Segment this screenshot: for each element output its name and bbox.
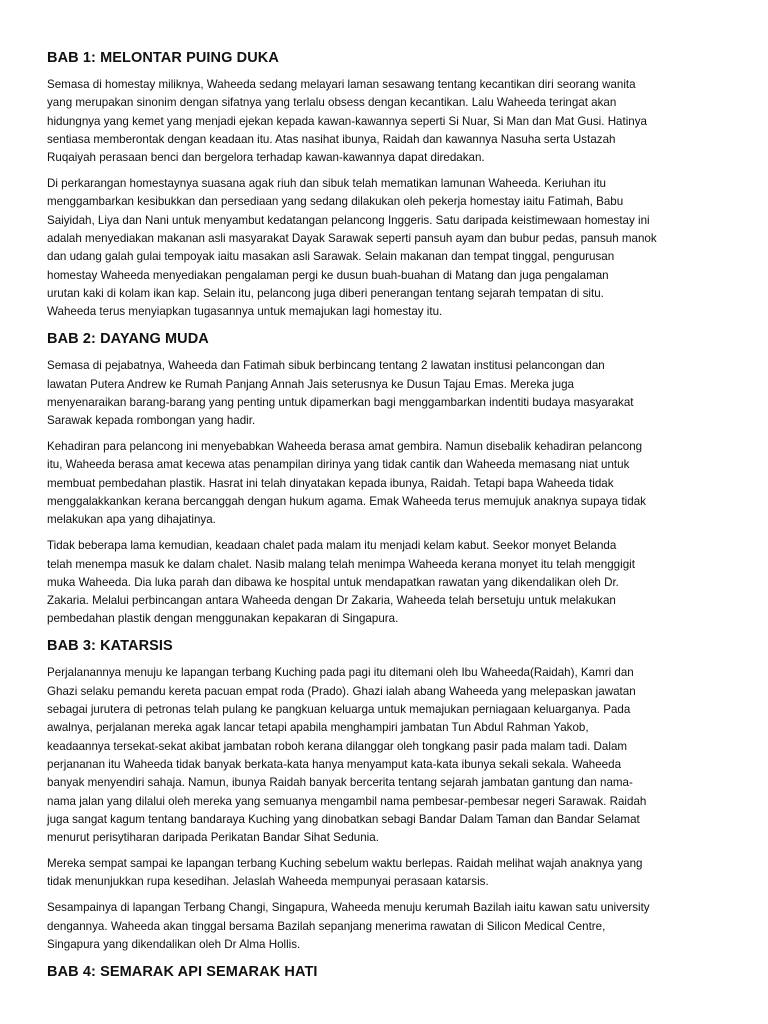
chapter-heading: BAB 4: SEMARAK API SEMARAK HATI <box>47 963 318 980</box>
text-line: Di perkarangan homestaynya suasana agak riuh dan sibuk telah mematikan lamunan Waheeda. Keriuhan itu <box>47 177 606 191</box>
paragraph <box>47 438 747 529</box>
text-line: Semasa di pejabatnya, Waheeda dan Fatimah sibuk berbincang tentang 2 lawatan institusi pelancongan dan <box>47 359 605 373</box>
text-line: nama jalan yang dilalui oleh mereka yang semuanya mengambil nama pembesar-pembesar negeri Sarawak. Raidah <box>47 794 647 808</box>
text-line: Mereka sempat sampai ke lapangan terbang Kuching sebelum waktu berlepas. Raidah melihat wajah anaknya yang <box>47 857 643 871</box>
text-line: melakukan apa yang dihajatinya. <box>47 513 216 527</box>
text-line: adalah menyediakan makanan asli masyarakat Dayak Sarawak seperti pansuh ayam dan bubur pedas, pansuh manok <box>47 232 657 246</box>
text-line: dan udang galah gulai tempoyak iaitu masakan asli Sarawak. Selain makanan dan tempat tinggal, pengurusan <box>47 250 615 264</box>
text-line: yang merupakan sinonim dengan sifatnya yang terlalu obsess dengan kecantikan. Lalu Waheeda teringat akan <box>47 96 617 110</box>
text-line: Tidak beberapa lama kemudian, keadaan chalet pada malam itu menjadi kelam kabut. Seekor monyet Belanda <box>47 539 617 553</box>
text-line: perjananan itu Waheeda tidak banyak berkata-kata hanya menyamput kata-kata ibunya sekali sekala. Waheeda <box>47 757 622 771</box>
chapter-heading: BAB 2: DAYANG MUDA <box>47 331 209 348</box>
text-line: homestay Waheeda menyediakan pengalaman pergi ke dusun buah-buahan di Matang dan juga pengalaman <box>47 268 609 282</box>
chapter-heading: BAB 1: MELONTAR PUING DUKA <box>47 50 279 66</box>
chapter-heading: BAB 3: KATARSIS <box>47 638 173 655</box>
text-line: Kehadiran para pelancong ini menyebabkan Waheeda berasa amat gembira. Namun disebalik kehadiran pelancong <box>47 440 643 454</box>
text-line: menyenaraikan barang-barang yang penting untuk dipamerkan bagi menggambarkan indentiti budaya masyarakat <box>47 395 634 409</box>
text-line: lawatan Putera Andrew ke Rumah Panjang Annah Jais seterusnya ke Dusun Tajau Emas. Mereka juga <box>47 377 574 391</box>
text-line: Sesampainya di lapangan Terbang Changi, Singapura, Waheeda menuju kerumah Bazilah iaitu kawan satu university <box>47 901 650 915</box>
text-line: hidungnya yang kemet yang menjadi ejekan kepada kawan-kawannya seperti Si Nuar, Si Man dan Mat Gusi. Hatinya <box>47 114 647 128</box>
text-line: membuat pembedahan plastik. Hasrat ini telah dinyatakan kepada ibunya, Raidah. Tetapi bapa Waheeda tidak <box>47 476 614 490</box>
text-line: Saiyidah, Liya dan Nani untuk menyambut kedatangan pelancong Inggeris. Satu daripada keistimewaan homestay ini <box>47 213 650 227</box>
text-line: Perjalanannya menuju ke lapangan terbang Kuching pada pagi itu ditemani oleh Ibu Waheeda(Raidah), Kamri dan <box>47 666 634 680</box>
paragraph <box>47 855 747 892</box>
text-line: Semasa di homestay miliknya, Waheeda sedang melayari laman sesawang tentang kecantikan diri seorang wanita <box>47 78 636 91</box>
text-line: menggalakkankan kerana bercanggah dengan hukum agama. Emak Waheeda terus memujuk anaknya supaya tidak <box>47 495 646 508</box>
text-line: menurut perisytiharan daripada Perikatan Bandar Sihat Sedunia. <box>47 831 379 845</box>
text-line: sentiasa memberontak dengan keadaan itu. Atas nasihat ibunya, Raidah dan kawannya Nasuha serta Ustazah <box>47 132 616 146</box>
text-line: Ghazi selaku pemandu kereta pacuan empat roda (Prado). Ghazi ialah abang Waheeda yang melepaskan jawatan <box>47 684 636 698</box>
paragraph <box>47 76 747 167</box>
text-line: sebagai jurutera di petronas telah pulang ke pangkuan keluarga untuk memajukan perniagaan keluarganya. Pada <box>47 703 631 717</box>
paragraph <box>47 899 747 954</box>
text-line: Ruqaiyah perasaan benci dan bergelora terhadap kawan-kawannya dapat diredakan. <box>47 151 485 165</box>
text-line: awalnya, perjalanan mereka agak lancar tetapi apabila menghampiri jambatan Tun Abdul Rahman Yakob, <box>47 721 589 735</box>
text-line: pembedahan plastik dengan menggunakan kepakaran di Singapura. <box>47 612 399 626</box>
text-line: muka Waheeda. Dia luka parah dan dibawa ke hospital untuk mendapatkan rawatan yang dikendalikan oleh Dr. <box>47 575 619 589</box>
text-line: juga sangat kagum tentang bandaraya Kuching yang dinobatkan sebagi Bandar Dalam Taman dan Bandar Selamat <box>47 812 640 826</box>
text-line: keadaannya tersekat-sekat akibat jambatan roboh kerana dilanggar oleh tongkang pasir pada malam tadi. Dalam <box>47 739 628 753</box>
text-line: Waheeda terus menyiapkan tugasannya untuk memajukan lagi homestay itu. <box>47 305 443 319</box>
document-page <box>47 45 747 990</box>
text-line: urutan kaki di kolam ikan kap. Selain itu, pelancong juga diberi penerangan tentang sejarah tempatan di situ. <box>47 286 604 300</box>
paragraph <box>47 175 747 321</box>
paragraph <box>47 664 747 847</box>
text-line: banyak menyendiri sahaja. Namun, ibunya Raidah banyak bercerita tentang sejarah jambatan gantung dan nama- <box>47 776 633 790</box>
paragraph <box>47 537 747 628</box>
paragraph <box>47 357 747 430</box>
text-line: Sarawak kepada rombongan yang hadir. <box>47 414 256 428</box>
text-line: itu, Waheeda berasa amat kecewa atas penampilan dirinya yang tidak cantik dan Waheeda memasang niat untuk <box>47 458 630 472</box>
text-line: Singapura yang dikendalikan oleh Dr Alma Hollis. <box>47 937 301 951</box>
text-line: telah menempa masuk ke dalam chalet. Nasib malang telah menimpa Waheeda kerana monyet itu telah menggigit <box>47 557 635 571</box>
text-line: menggambarkan kesibukkan dan persediaan yang sedang dilakukan oleh pekerja homestay iaitu Fatimah, Babu <box>47 195 624 209</box>
text-line: dengannya. Waheeda akan tinggal bersama Bazilah sepanjang menerima rawatan di Silicon Medical Centre, <box>47 919 606 933</box>
text-line: Zakaria. Melalui perbincangan antara Waheeda dengan Dr Zakaria, Waheeda telah bersetuju untuk melakukan <box>47 594 616 608</box>
text-line: tidak menunjukkan rupa kesedihan. Jelaslah Waheeda mempunyai perasaan katarsis. <box>47 875 489 889</box>
